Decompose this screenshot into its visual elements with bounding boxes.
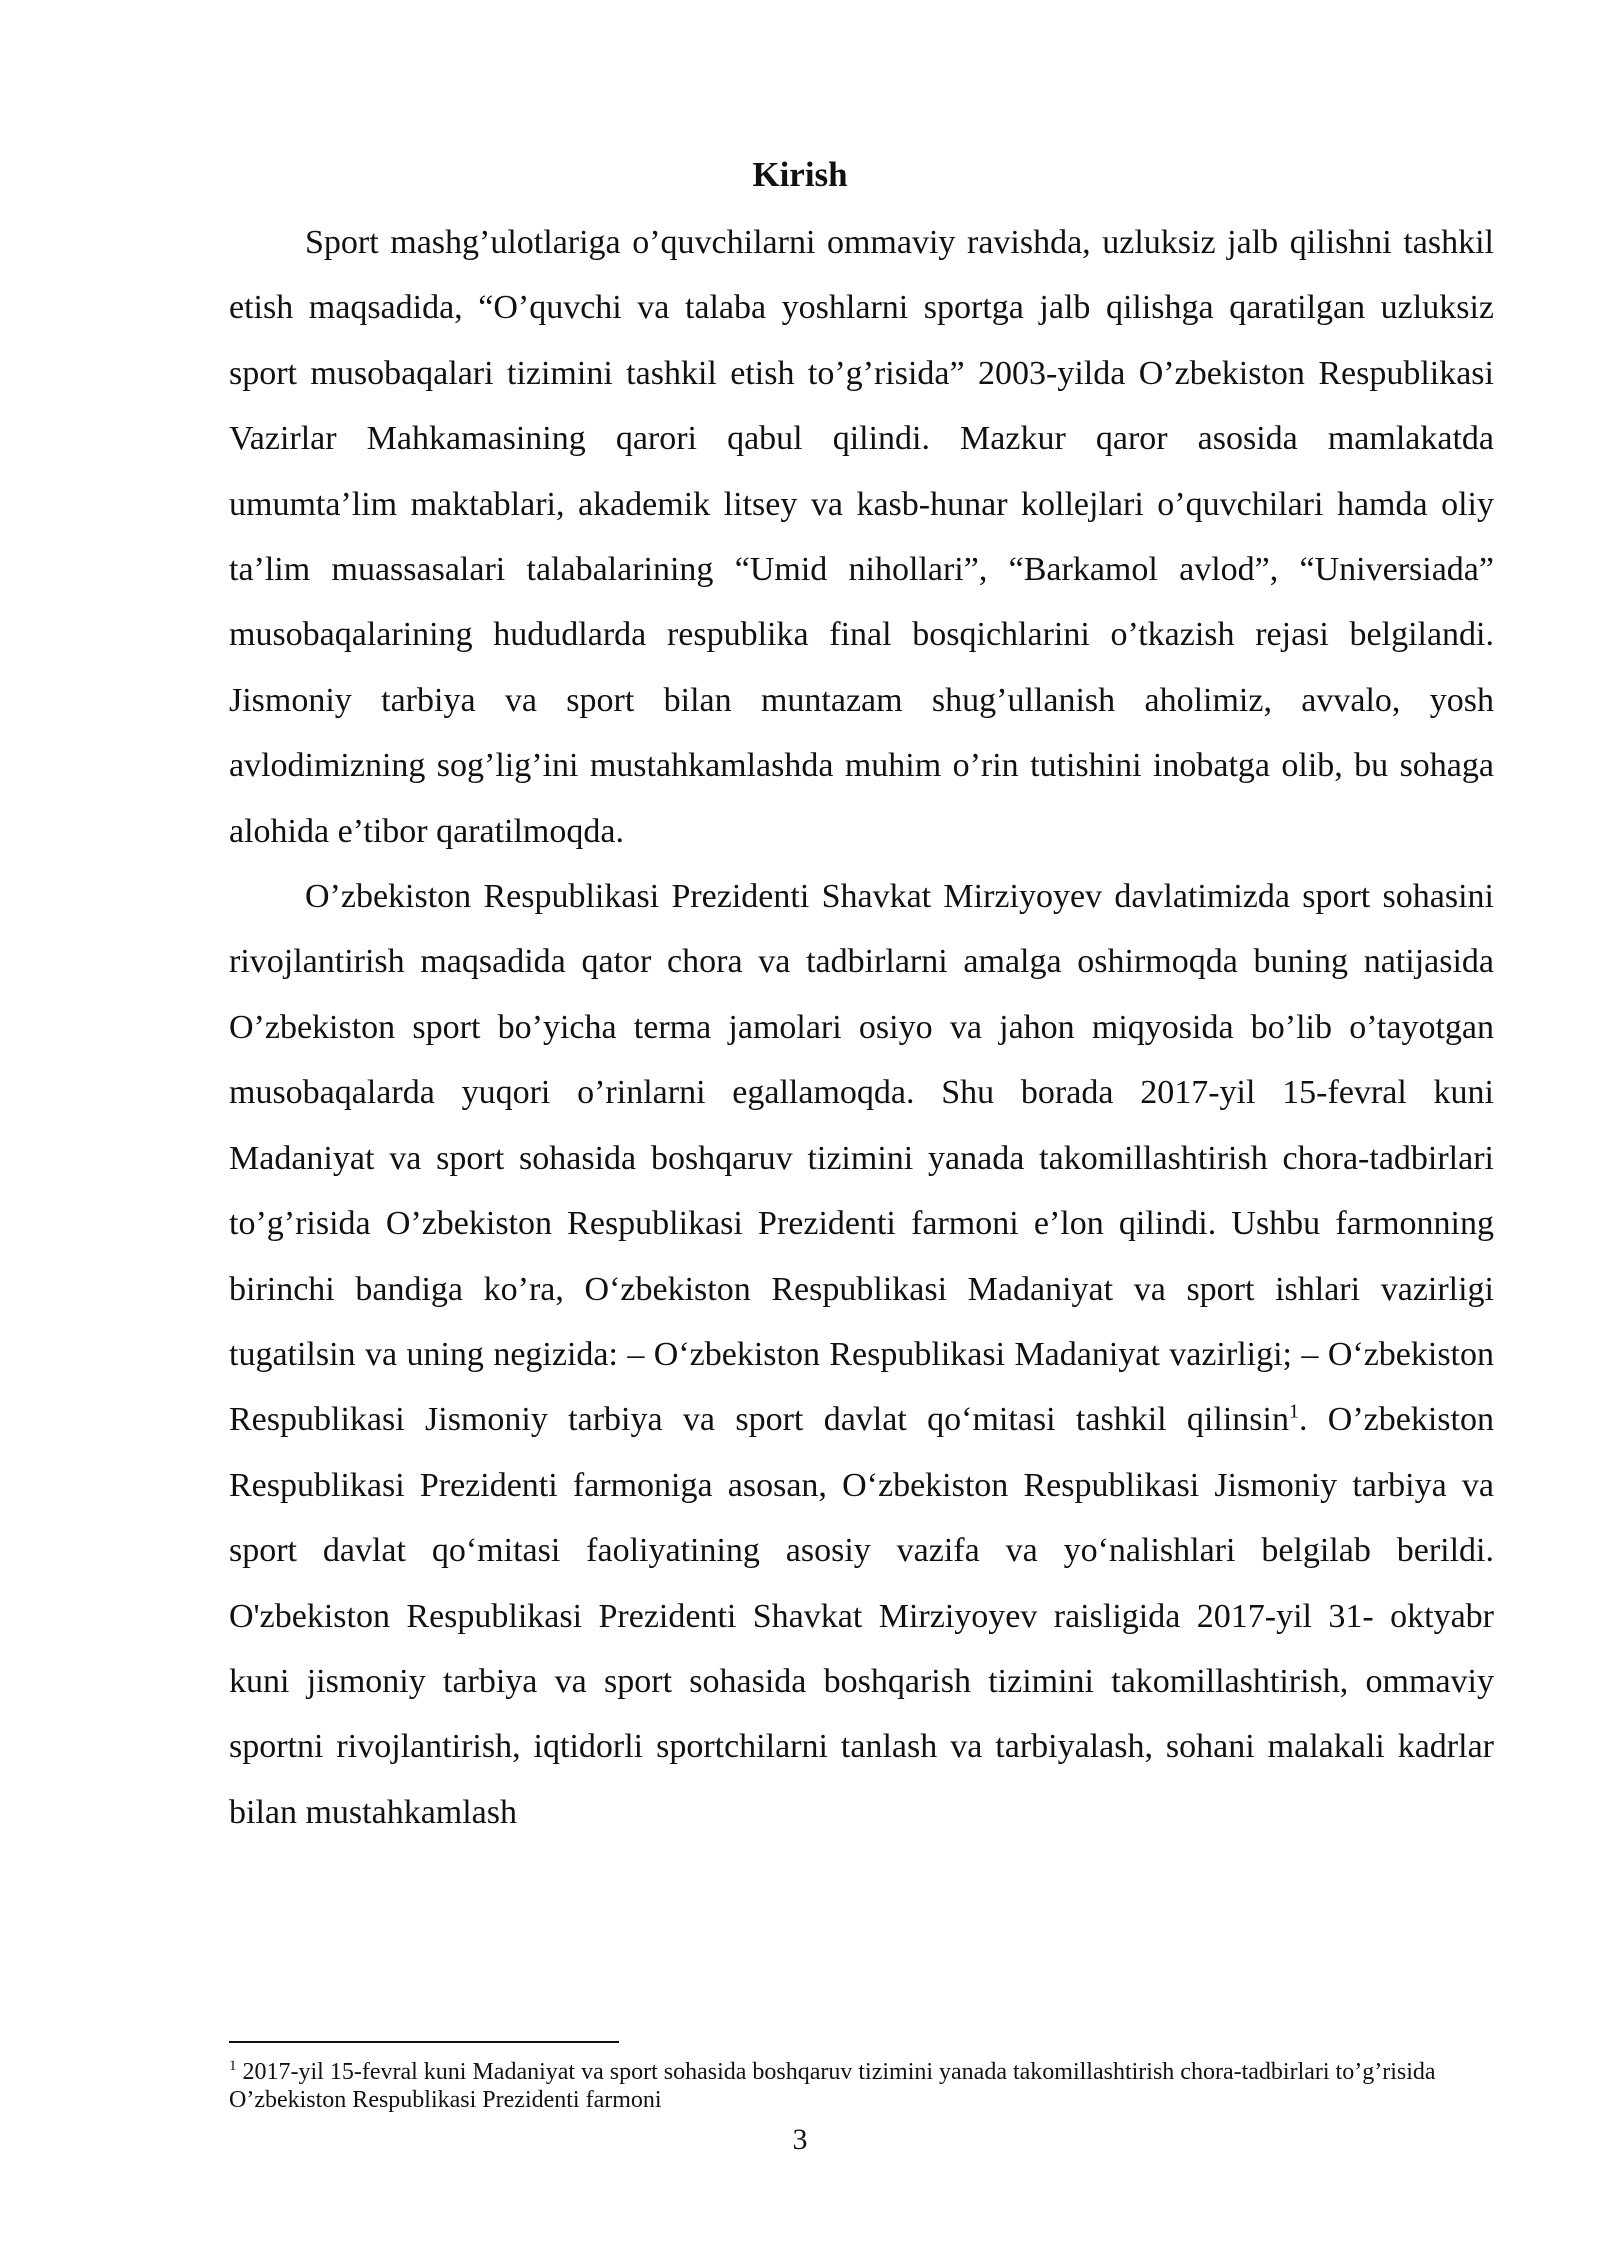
footnote-reference: 1 [1288,1400,1299,1423]
page-heading: Kirish [752,155,848,194]
paragraph-2-part-1: O’zbekiston Respublikasi Prezidenti Shavkat Mirziyoyev davlatimizda sport sohasini rivojlantirish maqsadida qator chora va tadbirlarni amalga oshirmoqda buning natijasida O’zbekiston sport bo’yicha terma jamolari osiyo va jahon miqyosida bo’lib o’tayotgan musobaqalarda yuqori o’rinlarni egallamoqda. Shu borada 2017-yil 15-fevral kuni Madaniyat va sport sohasida boshqaruv tizimini yanada takomillashtirish chora-tadbirlari to’g’risida O’zbekiston Respublikasi Prezidenti farmoni e’lon qilindi. Ushbu farmonning birinchi bandiga ko’ra, O‘zbekiston Respublikasi Madaniyat va sport ishlari vazirligi tugatilsin va uning negizida: – O‘zbekiston Respublikasi Madaniyat vazirligi; – O‘zbekiston Respublikasi Jismoniy tarbiya va sport davlat qo‘mitasi tashkil qilinsin [229,878,1494,1439]
body-text [229,210,1494,1845]
footnote-marker: 1 [229,2058,237,2074]
footnote [229,2058,1494,2114]
paragraph-2-part-2: . O’zbekiston Respublikasi Prezidenti farmoniga asosan, O‘zbekiston Respublikasi Jismoniy tarbiya va sport davlat qo‘mitasi faoliyatining asosiy vazifa va yo‘nalishlari belgilab berildi. O'zbekiston Respublikasi Prezidenti Shavkat Mirziyoyev raisligida 2017-yil 31- oktyabr kuni jismoniy tarbiya va sport sohasida boshqarish tizimini takomillashtirish, ommaviy sportni rivojlantirish, iqtidorli sportchilarni tanlash va tarbiyalash, sohani malakali kadrlar bilan mustahkamlash [229,1401,1494,1831]
footnote-text: 2017-yil 15-fevral kuni Madaniyat va sport sohasida boshqaruv tizimini yanada takomillashtirish chora-tadbirlari to’g’risida O’zbekiston Respublikasi Prezidenti farmoni [229,2059,1436,2113]
page-number: 3 [792,2123,808,2156]
paragraph-1: Sport mashg’ulotlariga o’quvchilarni ommaviy ravishda, uzluksiz jalb qilishni tashkil etish maqsadida, “O’quvchi va talaba yoshlarni sportga jalb qilishga qaratilgan uzluksiz sport musobaqalari tizimini tashkil etish to’g’risida” 2003-yilda O’zbekiston Respublikasi Vazirlar Mahkamasining qarori qabul qilindi. Mazkur qaror asosida mamlakatda umumta’lim maktablari, akademik litsey va kasb-hunar kollejlari o’quvchilari hamda oliy ta’lim muassasalari talabalarining “Umid nihollari”, “Barkamol avlod”, “Universiada” musobaqalarining hududlarda respublika final bosqichlarini o’tkazish rejasi belgilandi. Jismoniy tarbiya va sport bilan muntazam shug’ullanish aholimiz, avvalo, yosh avlodimizning sog’lig’ini mustahkamlashda muhim o’rin tutishini inobatga olib, bu sohaga alohida e’tibor qaratilmoqda. [229,224,1494,850]
paragraph-2 [229,864,1494,1845]
footnote-divider [229,2041,619,2043]
